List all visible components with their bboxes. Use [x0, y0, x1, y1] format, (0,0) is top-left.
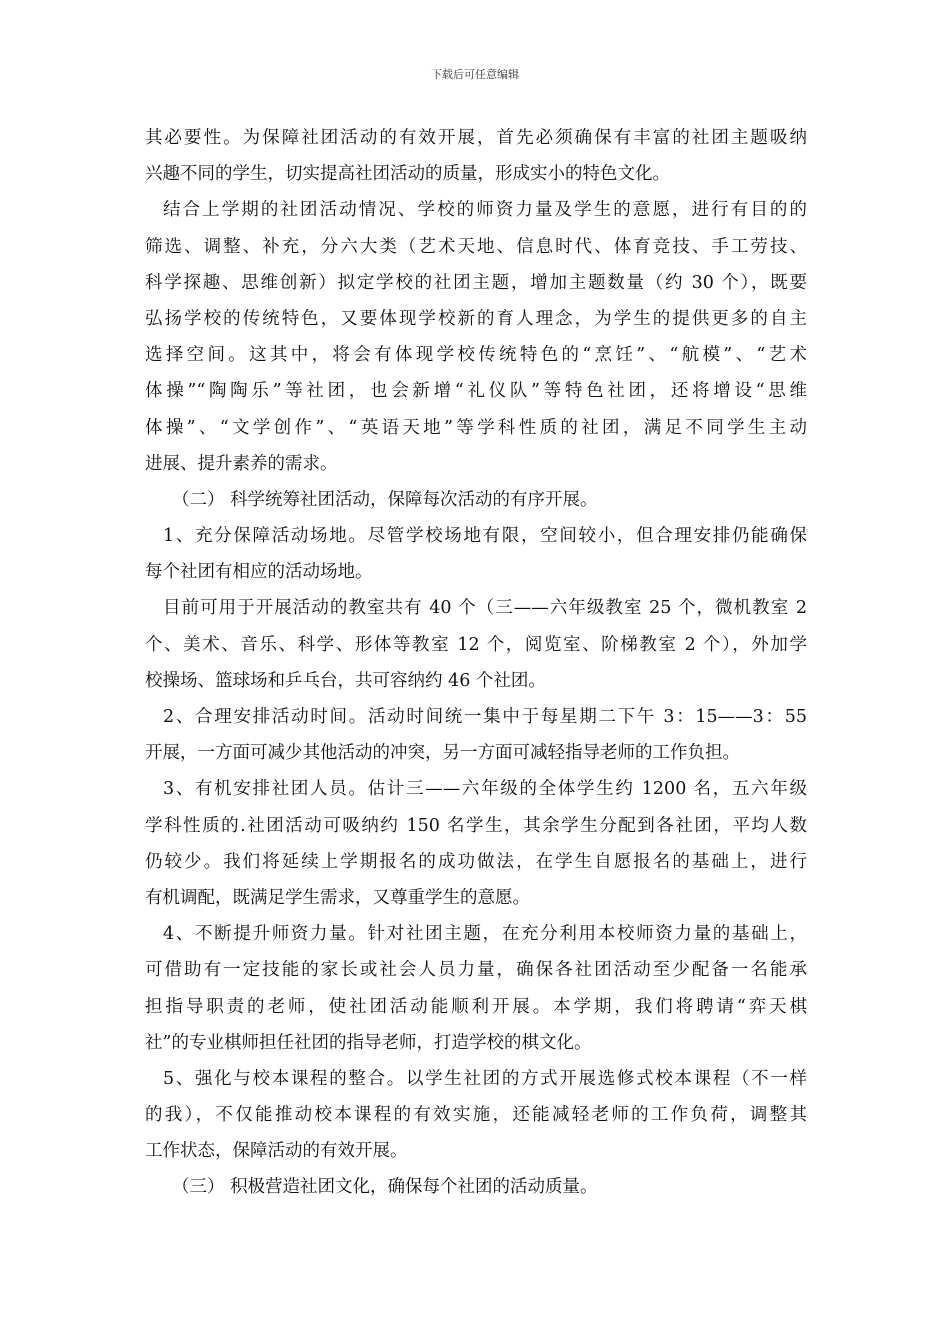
paragraph-start: 2、合理安排活动时间。活动时间统一集中于每星期二下午 3：15——3：55: [163, 707, 807, 727]
text-line: 体操”、“文学创作”、“英语天地”等学科性质的社团，满足不同学生主动: [145, 417, 807, 438]
document-body: [145, 120, 807, 1206]
text-line: 筛选、调整、补充，分六大类（艺术天地、信息时代、体育竞技、手工劳技、: [145, 236, 807, 257]
text-line: 选择空间。这其中，将会有体现学校传统特色的“烹饪”、“航模”、“艺术: [145, 345, 807, 366]
text-line: 开展，一方面可减少其他活动的冲突，另一方面可减轻指导老师的工作负担。: [145, 743, 740, 764]
text-line: 校操场、篮球场和乒乓台，共可容纳约 46 个社团。: [145, 670, 546, 691]
text-line: 进展、提升素养的需求。: [145, 453, 338, 474]
section-heading: （三） 积极营造社团文化，确保每个社团的活动质量。: [172, 1177, 598, 1198]
text-line: 社”的专业棋师担任社团的指导老师，打造学校的棋文化。: [145, 1032, 592, 1053]
text-line: 体操”“陶陶乐”等社团，也会新增“礼仪队”等特色社团，还将增设“思维: [145, 381, 807, 402]
text-line: 其必要性。为保障社团活动的有效开展，首先必须确保有丰富的社团主题吸纳: [145, 128, 807, 148]
text-line: 弘扬学校的传统特色，又要体现学校新的育人理念，为学生的提供更多的自主: [145, 308, 807, 329]
paragraph-start: 1、充分保障活动场地。尽管学校场地有限，空间较小，但合理安排仍能确保: [163, 526, 807, 547]
text-line: 兴趣不同的学生，切实提高社团活动的质量，形成实小的特色文化。: [145, 164, 670, 185]
paragraph-start: 5、强化与校本课程的整合。以学生社团的方式开展选修式校本课程（不一样: [163, 1068, 807, 1089]
text-line: 工作状态，保障活动的有效开展。: [145, 1141, 408, 1162]
paragraph-start: 4、不断提升师资力量。针对社团主题，在充分利用本校师资力量的基础上，: [163, 924, 807, 945]
paragraph-start: 3、有机安排社团人员。估计三——六年级的全体学生约 1200 名，五六年级: [163, 779, 807, 800]
text-line: 个、美术、音乐、科学、形体等教室 12 个，阅览室、阶梯教室 2 个），外加学: [145, 634, 807, 655]
text-line: 有机调配，既满足学生需求，又尊重学生的意愿。: [145, 887, 530, 908]
section-heading: （二） 科学统筹社团活动，保障每次活动的有序开展。: [172, 489, 598, 510]
text-line: 学科性质的.社团活动可吸纳约 150 名学生，其余学生分配到各社团，平均人数: [145, 815, 807, 836]
text-line: 每个社团有相应的活动场地。: [145, 562, 373, 583]
text-line: 仍较少。我们将延续上学期报名的成功做法，在学生自愿报名的基础上，进行: [145, 851, 807, 872]
text-line: 可借助有一定技能的家长或社会人员力量，确保各社团活动至少配备一名能承: [145, 960, 807, 981]
text-line: 担指导职责的老师，使社团活动能顺利开展。本学期，我们将聘请“弈天棋: [145, 996, 807, 1017]
page-header: 下载后可任意编辑: [431, 68, 519, 81]
text-line: 科学探趣、思维创新）拟定学校的社团主题，增加主题数量（约 30 个），既要: [145, 272, 807, 293]
paragraph-start: 目前可用于开展活动的教室共有 40 个（三——六年级教室 25 个，微机教室 2: [163, 598, 807, 619]
paragraph-start: 结合上学期的社团活动情况、学校的师资力量及学生的意愿，进行有目的的: [163, 200, 807, 221]
text-line: 的我），不仅能推动校本课程的有效实施，还能减轻老师的工作负荷，调整其: [145, 1105, 807, 1126]
